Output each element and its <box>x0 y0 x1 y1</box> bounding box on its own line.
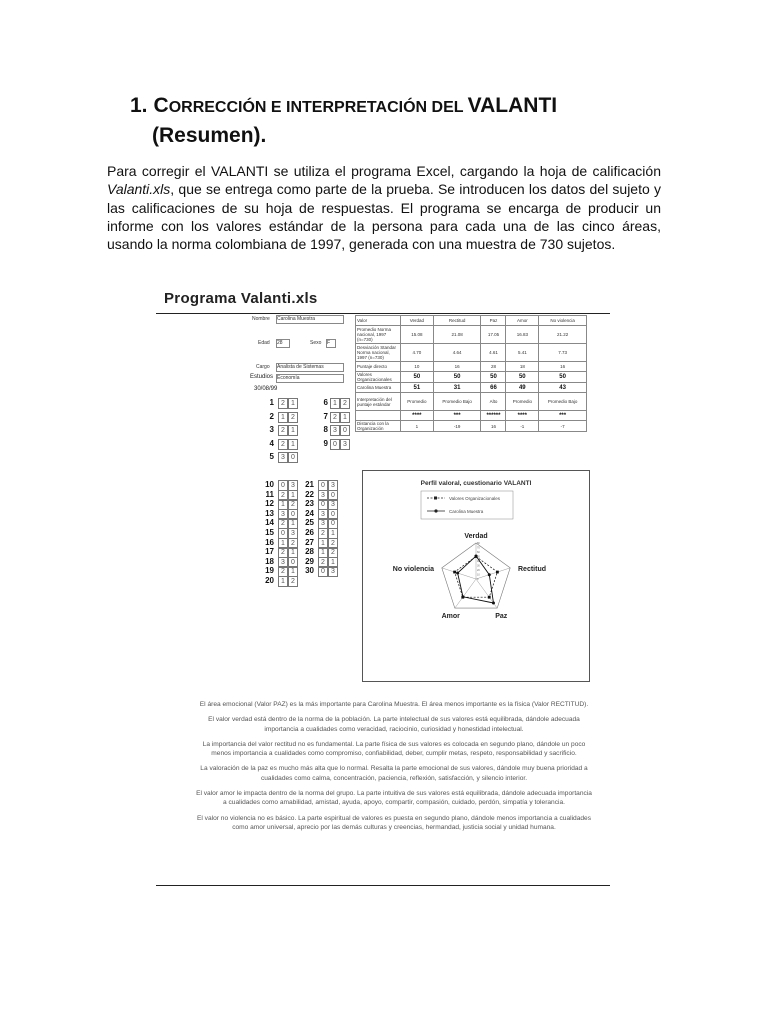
table-header-cell: Verdad <box>401 316 434 326</box>
answer-cell: 2 <box>278 547 288 558</box>
table-row <box>356 421 587 432</box>
finding-paragraph: El valor amor le impacta dentro de la norma del grupo. La parte intuitiva de sus valores está equilibrada, dándole adecuada importancia a cualidades como amabilidad, amistad, ayuda, apoyo, compartir, compasión, cuidado, perdón, simpatía y tolerancia. <box>196 790 592 807</box>
heading-initial: C <box>153 94 169 117</box>
answer-cell: 3 <box>328 499 338 510</box>
nombre-label: Nombre <box>252 316 270 322</box>
question-number: 18 <box>265 556 274 566</box>
answer-cell: 3 <box>328 480 338 491</box>
question-number: 5 <box>269 452 274 461</box>
table-cell: ****** <box>481 411 506 421</box>
question-number: 13 <box>265 508 274 518</box>
table-cell: 4.70 <box>401 344 434 362</box>
section-heading <box>130 92 557 150</box>
table-cell: 31 <box>433 383 481 393</box>
legend-marker <box>434 509 437 512</box>
table-cell: *** <box>539 411 587 421</box>
table-cell: -1 <box>506 421 539 432</box>
answer-cell: 3 <box>318 509 328 520</box>
answer-cell: 0 <box>318 480 328 491</box>
question-number: 28 <box>305 547 314 557</box>
row-label: Valores Organizacionales <box>356 372 401 383</box>
answer-cell: 1 <box>278 499 288 510</box>
estudios-label: Estudios <box>250 374 274 380</box>
chart-title: Perfil valoral, cuestionario VALANTI <box>420 480 532 487</box>
answer-cell: 2 <box>330 412 340 423</box>
question-number: 19 <box>265 566 274 576</box>
question-number: 24 <box>305 508 314 518</box>
finding-paragraph: El área emocional (Valor PAZ) es la más importante para Carolina Muestra. El área menos importante es la física (Valor RECTITUD). <box>199 701 589 708</box>
table-row <box>356 362 587 372</box>
figure-caption: Programa Valanti.xls <box>164 290 318 307</box>
answer-cell: 1 <box>318 547 328 558</box>
table-cell: 5.41 <box>506 344 539 362</box>
table-row <box>356 411 587 421</box>
answer-cell: 3 <box>318 518 328 529</box>
table-header-cell: No violencia <box>539 316 587 326</box>
table-cell: 16 <box>539 362 587 372</box>
table-cell: 15.08 <box>401 326 434 344</box>
data-point <box>453 571 456 574</box>
answer-cell: 3 <box>278 509 288 520</box>
answer-cell: 2 <box>278 518 288 529</box>
answer-cell: 2 <box>278 490 288 501</box>
question-number: 16 <box>265 537 274 547</box>
table-cell: 50 <box>401 372 434 383</box>
table-cell: -7 <box>539 421 587 432</box>
nombre-value: Carolina Muestra <box>276 315 344 324</box>
question-number: 2 <box>269 411 274 421</box>
axis-label: Amor <box>441 613 460 621</box>
answer-cell: 2 <box>288 576 298 587</box>
answer-cell: 3 <box>278 452 288 463</box>
answer-cell: 1 <box>278 576 288 587</box>
finding-paragraph: La valoración de la paz es mucho más alta que lo normal. Resalta la parte emocional de sus valores, dándole muy buena prioridad a cualidades como calma, concentración, paciencia, reflexión, satisfacción, y silencio interior. <box>200 765 588 782</box>
heading-valanti: VALANTI <box>467 94 558 117</box>
radar-tick-label: 20 <box>477 569 480 572</box>
answer-cell: 1 <box>288 439 298 450</box>
figure-bottom-rule <box>156 885 610 886</box>
axis-label: No violencia <box>392 565 434 573</box>
answer-cell: 2 <box>340 398 350 409</box>
section-number: 1. <box>130 94 148 117</box>
answer-cell: 0 <box>278 528 288 539</box>
answer-cell: 0 <box>318 566 328 577</box>
answer-cell: 0 <box>328 509 338 520</box>
table-cell: 4.64 <box>433 344 481 362</box>
answer-cell: 2 <box>288 499 298 510</box>
table-cell: Promedio <box>401 393 434 411</box>
answer-cell: 2 <box>278 425 288 436</box>
question-number: 9 <box>323 438 328 448</box>
radar-spoke <box>476 568 510 579</box>
answer-cell: 3 <box>278 557 288 568</box>
axis-label: Rectitud <box>518 565 546 573</box>
answer-cell: 2 <box>328 538 338 549</box>
answer-cell: 1 <box>330 398 340 409</box>
data-point <box>456 572 459 575</box>
question-number: 22 <box>305 489 314 499</box>
table-cell: 50 <box>481 372 506 383</box>
data-point <box>462 595 465 598</box>
table-cell: 16 <box>433 362 481 372</box>
answer-cell: 2 <box>278 439 288 450</box>
answer-cell: 1 <box>288 566 298 577</box>
answer-cell: 1 <box>328 528 338 539</box>
finding-paragraph: La importancia del valor rectitud no es fundamental. La parte física de sus valores es colocada en segundo plano, dándole un poco menos importancia a cualidades como compromiso, confiabilidad, deber, cumplir metas, respeto, responsabilidad y sacrificio. <box>202 740 586 758</box>
question-number: 7 <box>323 411 328 421</box>
paragraph-part1: Para corregir el VALANTI se utiliza el programa Excel, cargando la hoja de calificación <box>107 163 661 179</box>
answer-cell: 0 <box>330 439 340 450</box>
radar-tick-label: 60 <box>477 551 480 554</box>
answer-cell: 2 <box>328 547 338 558</box>
answer-cell: 2 <box>318 528 328 539</box>
fecha-value: 30/08/99 <box>254 386 278 392</box>
answer-cell: 3 <box>288 528 298 539</box>
filename-italic: Valanti.xls <box>107 181 171 198</box>
table-cell: 21.22 <box>539 326 587 344</box>
answer-cell: 3 <box>340 439 350 450</box>
table-cell: 16 <box>481 421 506 432</box>
radar-tick-label: 40 <box>477 560 480 563</box>
table-cell: 50 <box>539 372 587 383</box>
answer-cell: 2 <box>288 538 298 549</box>
table-cell: 17.05 <box>481 326 506 344</box>
table-cell: Alto <box>481 393 506 411</box>
legend-label: Valores Organizacionales <box>449 496 500 501</box>
answer-cell: 0 <box>278 480 288 491</box>
answer-cell: 1 <box>340 412 350 423</box>
intro-paragraph <box>107 162 661 253</box>
row-label: Distancia con la Organización <box>356 421 401 432</box>
answer-cell: 1 <box>318 538 328 549</box>
answer-cell: 0 <box>288 452 298 463</box>
answer-cell: 1 <box>288 425 298 436</box>
question-number: 3 <box>269 425 274 434</box>
question-number: 14 <box>265 518 274 528</box>
radar-tick-label: 0 <box>477 578 479 581</box>
table-header-cell: Valor <box>356 316 401 326</box>
finding-paragraph: El valor verdad está dentro de la norma de la población. La parte intelectual de sus valores está equilibrada, dándole adecuada importancia a cualidades como veracidad, raciocinio, curiosidad y honestidad intelectual. <box>208 716 580 733</box>
table-cell: 4.61 <box>481 344 506 362</box>
table-cell: 51 <box>401 383 434 393</box>
table-cell: Promedio Bajo <box>433 393 481 411</box>
table-body <box>356 326 587 432</box>
finding-paragraph: El valor no violencia no es básico. La parte espiritual de valores es puesta en segundo plano, dándole menos importancia a cualidades como amor universal, aprecio por las demás culturas y creencias, hermandad, justicia social y unidad humana. <box>196 814 592 831</box>
answer-cell: 0 <box>328 490 338 501</box>
table-cell: 66 <box>481 383 506 393</box>
answer-cell: 1 <box>288 398 298 409</box>
row-label <box>356 411 401 421</box>
table-cell: 16.83 <box>506 326 539 344</box>
table-cell: 18 <box>506 362 539 372</box>
legend-label: Carolina Muestra <box>449 509 484 514</box>
answer-cell: 1 <box>328 557 338 568</box>
row-label: Carolina Muestra <box>356 383 401 393</box>
answer-cell: 2 <box>278 398 288 409</box>
table-row <box>356 383 587 393</box>
radar-tick-label: 70 <box>477 546 480 550</box>
table-cell: 49 <box>506 383 539 393</box>
radar-chart-box <box>362 470 590 682</box>
data-point <box>496 571 499 574</box>
heading-smallcaps: ORRECCIÓN E INTERPRETACIÓN DEL <box>168 99 468 116</box>
table-header-row <box>356 316 587 326</box>
answer-cell: 0 <box>288 509 298 520</box>
data-point <box>488 596 491 599</box>
answer-cell: 2 <box>288 412 298 423</box>
estudios-value: Economía <box>276 374 344 383</box>
answer-cell: 3 <box>330 425 340 436</box>
question-number: 25 <box>305 518 314 528</box>
radar-tick-label: 50 <box>477 555 480 559</box>
answer-cell: 1 <box>278 412 288 423</box>
sexo-value: F <box>326 339 336 348</box>
question-number: 10 <box>265 480 274 489</box>
table-row <box>356 344 587 362</box>
question-number: 29 <box>305 556 314 566</box>
table-cell: **** <box>401 411 434 421</box>
axis-label: Paz <box>495 613 508 621</box>
question-number: 26 <box>305 528 314 537</box>
radar-chart <box>363 471 589 681</box>
question-number: 23 <box>305 499 314 509</box>
answer-cell: 1 <box>288 547 298 558</box>
data-point <box>488 573 491 576</box>
question-number: 8 <box>323 425 328 434</box>
results-table <box>355 315 587 432</box>
table-cell: *** <box>433 411 481 421</box>
question-number: 30 <box>305 566 314 576</box>
table-cell: 21.08 <box>433 326 481 344</box>
question-number: 11 <box>265 489 274 499</box>
question-number: 4 <box>269 438 274 448</box>
answer-cell: 3 <box>318 490 328 501</box>
cargo-label: Cargo <box>256 364 270 370</box>
table-cell: 10 <box>401 362 434 372</box>
answer-cell: 0 <box>318 499 328 510</box>
table-cell: -19 <box>433 421 481 432</box>
table-cell: Promedio <box>506 393 539 411</box>
table-header-cell: Rectitud <box>433 316 481 326</box>
table-row <box>356 372 587 383</box>
question-number: 20 <box>265 576 274 585</box>
legend-marker <box>434 497 437 500</box>
table-cell: Promedio Bajo <box>539 393 587 411</box>
question-number: 27 <box>305 537 314 547</box>
row-label: Desviación Standar Norma nacional, 1997 (n=730) <box>356 344 401 362</box>
answer-cell: 1 <box>288 518 298 529</box>
question-number: 21 <box>305 480 314 489</box>
edad-value: 28 <box>276 339 290 348</box>
radar-tick-label: 30 <box>477 564 480 568</box>
answer-cell: 1 <box>278 538 288 549</box>
table-header-cell: Paz <box>481 316 506 326</box>
answer-cell: 0 <box>328 518 338 529</box>
answer-cell: 3 <box>288 480 298 491</box>
cargo-value: Analista de Sistemas <box>276 363 344 372</box>
question-number: 1 <box>269 398 274 407</box>
heading-line2: (Resumen). <box>152 124 267 147</box>
row-label: Promedio Norma nacional, 1997 (n=730) <box>356 326 401 344</box>
answer-cell: 0 <box>340 425 350 436</box>
radar-tick-label: 80 <box>477 542 480 545</box>
data-point <box>492 602 495 605</box>
table-cell: **** <box>506 411 539 421</box>
edad-label: Edad <box>258 340 270 346</box>
row-label: Puntaje directo <box>356 362 401 372</box>
question-number: 12 <box>265 499 274 509</box>
table-cell: 50 <box>433 372 481 383</box>
question-number: 6 <box>323 398 328 407</box>
table-row <box>356 326 587 344</box>
answer-cell: 2 <box>278 566 288 577</box>
answer-cell: 1 <box>288 490 298 501</box>
answer-cell: 2 <box>318 557 328 568</box>
data-point <box>475 555 478 558</box>
table-cell: 28 <box>481 362 506 372</box>
paragraph-part2: , que se entrega como parte de la prueba. Se introducen los datos del sujeto y las calificaciones de su hoja de respuestas. El programa se encarga de producir un informe con los valores estándar de la persona para cada una de las cinco áreas, usando la norma colombiana de 1997, generada con una muestra de 730 sujetos. <box>107 181 661 253</box>
axis-label: Verdad <box>464 533 488 540</box>
table-cell: 43 <box>539 383 587 393</box>
question-number: 17 <box>265 547 274 557</box>
table-cell: 1 <box>401 421 434 432</box>
table-row <box>356 393 587 411</box>
sexo-label: Sexo <box>310 340 322 346</box>
table-cell: 7.73 <box>539 344 587 362</box>
answer-cell: 0 <box>288 557 298 568</box>
figure-top-rule <box>156 313 610 314</box>
radar-spoke <box>455 579 476 608</box>
answer-cell: 3 <box>328 566 338 577</box>
table-cell: 50 <box>506 372 539 383</box>
findings-text <box>196 700 592 838</box>
radar-tick-label: 10 <box>477 573 480 577</box>
table-header-cell: Amor <box>506 316 539 326</box>
question-number: 15 <box>265 528 274 537</box>
row-label: Interpretación del puntaje estándar <box>356 393 401 411</box>
